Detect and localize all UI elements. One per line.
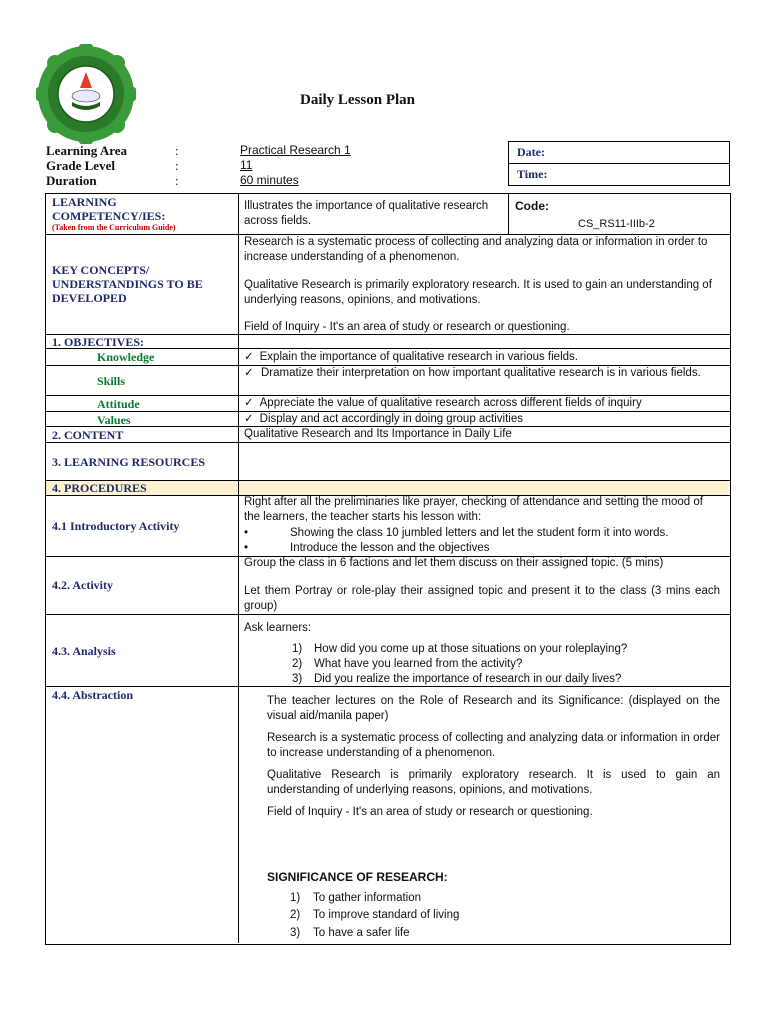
- abstraction-p1: The teacher lectures on the Role of Research and its Significance: (displayed on the visual aid/manila paper): [267, 695, 720, 722]
- abstraction-p4: Field of Inquiry - It's an area of study or research or questioning.: [267, 806, 593, 818]
- analysis-intro: Ask learners:: [244, 622, 312, 634]
- competency-label: LEARNING COMPETENCY/IES:: [52, 195, 166, 223]
- sig-2-num: 2): [290, 909, 301, 921]
- intro-activity-label: 4.1 Introductory Activity: [52, 519, 180, 533]
- skills-item: ✓ Dramatize their interpretation on how important qualitative research is in various fields.: [244, 366, 714, 381]
- intro-bullet-1-marker: •: [244, 527, 249, 539]
- analysis-q3: Did you realize the importance of research in our daily lives?: [314, 673, 622, 685]
- abstraction-p3: Qualitative Research is primarily exploratory research. It is used to gain an understanding of underlying reasons, opinions, and motivations.: [267, 769, 720, 796]
- analysis-q1-num: 1): [292, 643, 303, 655]
- attitude-text: ✓ Appreciate the value of qualitative research across different fields of inquiry: [244, 396, 724, 411]
- procedures-highlight: [46, 481, 728, 495]
- intro-bullet-1: Showing the class 10 jumbled letters and let the student form it into words.: [290, 527, 669, 539]
- values-text: ✓ Display and act accordingly in doing group activities: [244, 412, 724, 427]
- duration-colon: :: [175, 173, 179, 188]
- sig-1: To gather information: [313, 892, 422, 904]
- code-label: Code:: [515, 199, 549, 213]
- sig-3: To have a safer life: [313, 927, 410, 939]
- intro-activity-text: Right after all the preliminaries like prayer, checking of attendance and setting the mood of the learners, the teacher starts his lesson with:: [244, 496, 703, 523]
- skills-text: Dramatize their interpretation on how important qualitative research is in various fields.: [261, 367, 701, 379]
- key-concepts-p2: Qualitative Research is primarily exploratory research. It is used to gain an understanding of underlying reasons, opinions, and motivations.: [244, 279, 712, 306]
- attitude-label: Attitude: [97, 397, 140, 411]
- school-logo: [36, 44, 136, 144]
- content-text: Qualitative Research and Its Importance in Daily Life: [244, 428, 512, 440]
- sig-1-num: 1): [290, 892, 301, 904]
- key-concepts-p3: Field of Inquiry - It's an area of study or research or questioning.: [244, 321, 570, 333]
- code-value: CS_RS11-IIIb-2: [578, 218, 655, 230]
- learning-area-colon: :: [175, 143, 179, 158]
- knowledge-text: ✓ Explain the importance of qualitative research in various fields.: [244, 350, 724, 365]
- learning-area-value: Practical Research 1: [240, 143, 351, 157]
- activity-label: 4.2. Activity: [52, 578, 113, 592]
- abstraction-p2: Research is a systematic process of collecting and analyzing data or information in order to increase understanding of a phenomenon.: [267, 732, 720, 759]
- competency-text: Illustrates the importance of qualitative research across fields.: [244, 200, 489, 227]
- learning-area-label: Learning Area: [46, 143, 128, 158]
- date-time-box: [508, 141, 730, 186]
- analysis-q3-num: 3): [292, 673, 303, 685]
- page-title: Daily Lesson Plan: [300, 92, 416, 108]
- grade-level-colon: :: [175, 158, 179, 173]
- competency-sublabel: (Taken from the Curriculum Guide): [52, 223, 176, 232]
- analysis-q2: What have you learned from the activity?: [314, 658, 523, 670]
- activity-p1: Group the class in 6 factions and let them discuss on their assigned topic. (5 mins): [244, 557, 664, 569]
- duration-value: 60 minutes: [240, 173, 299, 187]
- grade-level-label: Grade Level: [46, 158, 115, 173]
- skills-label: Skills: [97, 374, 126, 388]
- date-label: Date:: [517, 145, 545, 159]
- key-concepts-label: KEY CONCEPTS/ UNDERSTANDINGS TO BE DEVELOPED: [52, 263, 203, 305]
- abstraction-label: 4.4. Abstraction: [52, 688, 133, 702]
- objectives-label: 1. OBJECTIVES:: [52, 335, 145, 349]
- procedures-label: 4. PROCEDURES: [52, 481, 147, 495]
- content-label: 2. CONTENT: [52, 428, 124, 442]
- values-label: Values: [97, 413, 131, 427]
- intro-bullet-2-marker: •: [244, 542, 249, 554]
- analysis-label: 4.3. Analysis: [52, 644, 116, 658]
- time-label: Time:: [509, 163, 729, 185]
- activity-p2: Let them Portray or role-play their assigned topic and present it to the class (3 mins each group): [244, 585, 720, 612]
- resources-label: 3. LEARNING RESOURCES: [52, 455, 206, 469]
- grade-level-value: 11: [240, 158, 253, 172]
- sig-3-num: 3): [290, 927, 301, 939]
- duration-label: Duration: [46, 173, 97, 188]
- knowledge-label: Knowledge: [97, 350, 155, 364]
- key-concepts-p1: Research is a systematic process of collecting and analyzing data or information in order to increase understanding of a phenomenon.: [244, 236, 708, 263]
- analysis-q2-num: 2): [292, 658, 303, 670]
- sig-2: To improve standard of living: [313, 909, 460, 921]
- analysis-q1: How did you come up at those situations on your roleplaying?: [314, 643, 628, 655]
- significance-heading: SIGNIFICANCE OF RESEARCH:: [267, 870, 448, 884]
- intro-bullet-2: Introduce the lesson and the objectives: [290, 542, 490, 554]
